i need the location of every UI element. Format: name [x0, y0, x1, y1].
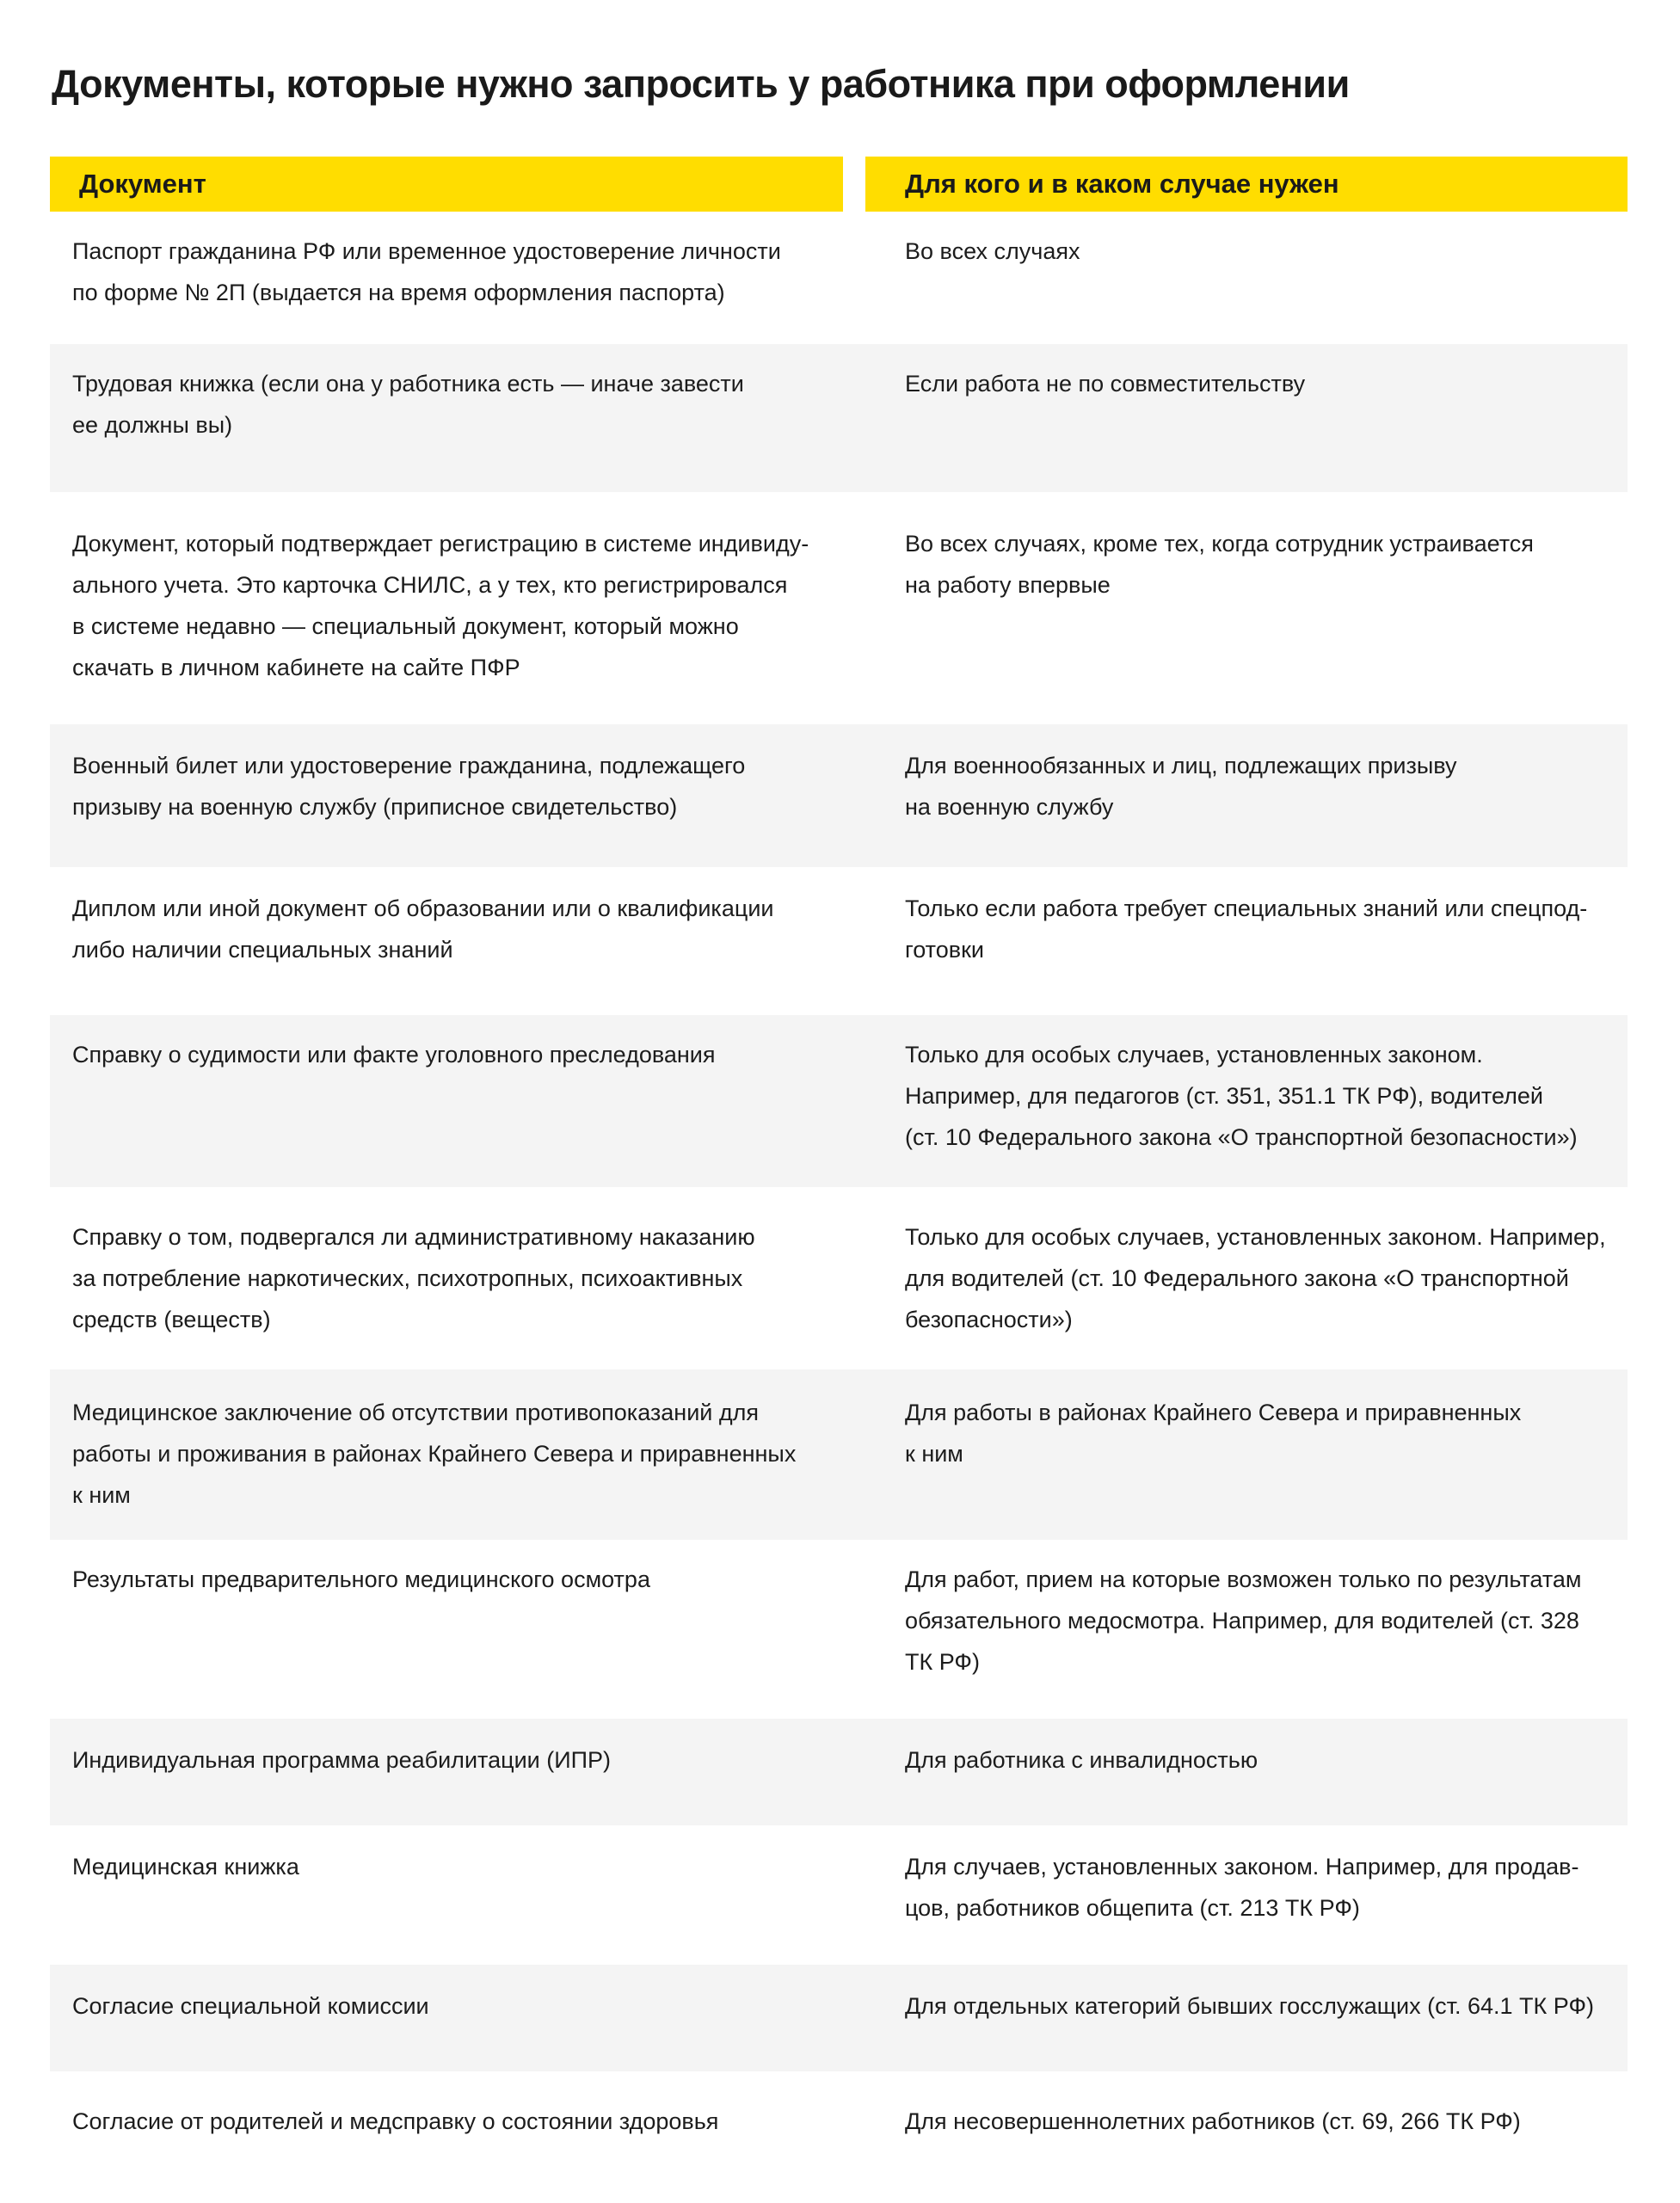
row-who-text: Для отдельных категорий бывших госслужащих (ст. 64.1 ТК РФ) [905, 1993, 1594, 2019]
table-row-medical-book [50, 1825, 1628, 1965]
row-document-text: Паспорт гражданина РФ или временное удостоверение личности по форме № 2П (выдается на время оформления паспорта) [72, 238, 781, 305]
row-document-text: Медицинское заключение об отсутствии противопоказаний для работы и проживания в районах Крайнего Севера и приравненных к ним [72, 1400, 797, 1508]
table-row-rehabilitation [50, 1719, 1628, 1825]
row-who-text: Для военнообязанных и лиц, подлежащих призыву на военную службу [905, 753, 1457, 820]
table-row-criminal-record [50, 1015, 1628, 1187]
row-document-text: Трудовая книжка (если она у работника есть — иначе завести ее должны вы) [72, 371, 744, 438]
row-document-text: Результаты предварительного медицинского осмотра [72, 1566, 650, 1592]
row-document-text: Справку о том, подвергался ли административному наказанию за потребление наркотических, психотропных, психоактивных средств (веществ) [72, 1224, 755, 1332]
row-who-text: Для случаев, установленных законом. Например, для продав- цов, работников общепита (ст. 213 ТК РФ) [905, 1854, 1579, 1921]
row-document-text: Справку о судимости или факте уголовного преследования [72, 1042, 716, 1068]
row-document-text: Согласие от родителей и медсправку о состоянии здоровья [72, 2108, 719, 2134]
column-header-who: Для кого и в каком случае нужен [865, 157, 1628, 212]
row-document-text: Медицинская книжка [72, 1854, 299, 1880]
table-row-work-book [50, 344, 1628, 492]
row-document-text: Согласие специальной комиссии [72, 1993, 429, 2019]
page-title: Документы, которые нужно запросить у работника при оформлении [52, 62, 1350, 106]
row-who-text: Для работ, прием на которые возможен только по результатам обязательного медосмотра. Например, для водителей (ст. 328 ТК РФ) [905, 1566, 1582, 1675]
row-who-text: Если работа не по совместительству [905, 371, 1306, 397]
row-who-text: Только для особых случаев, установленных законом. Например, для водителей (ст. 10 Федерального закона «О транспортной безопасности») [905, 1224, 1606, 1332]
table-row-military-id [50, 724, 1628, 867]
row-document-text: Индивидуальная программа реабилитации (ИПР) [72, 1747, 612, 1773]
row-document-text: Документ, который подтверждает регистрацию в системе индивиду- ального учета. Это карточка СНИЛС, а у тех, кто регистрировался в системе недавно — специальный документ, который можно скачать в личном кабинете на сайте ПФР [72, 531, 809, 680]
column-header-document: Документ [50, 157, 843, 212]
row-who-text: Для работника с инвалидностью [905, 1747, 1258, 1773]
row-document-text: Диплом или иной документ об образовании или о квалификации либо наличии специальных знаний [72, 895, 774, 963]
table-row-snils [50, 492, 1628, 724]
table-row-narcotics [50, 1187, 1628, 1369]
table-row-diploma [50, 867, 1628, 1015]
row-who-text: Для несовершеннолетних работников (ст. 69, 266 ТК РФ) [905, 2108, 1521, 2134]
row-document-text: Военный билет или удостоверение гражданина, подлежащего призыву на военную службу (приписное свидетельство) [72, 753, 746, 820]
table-row-passport [50, 213, 1628, 344]
row-who-text: Для работы в районах Крайнего Севера и приравненных к ним [905, 1400, 1522, 1467]
row-who-text: Во всех случаях, кроме тех, когда сотрудник устраивается на работу впервые [905, 531, 1534, 598]
table-row-medical-exam [50, 1540, 1628, 1719]
row-who-text: Только для особых случаев, установленных законом. Например, для педагогов (ст. 351, 351.1 ТК РФ), водителей (ст. 10 Федерального закона «О транспортной безопасности») [905, 1042, 1578, 1150]
table-row-minors [50, 2071, 1628, 2203]
table-row-far-north [50, 1369, 1628, 1540]
table-row-commission [50, 1965, 1628, 2071]
row-who-text: Во всех случаях [905, 238, 1080, 264]
row-who-text: Только если работа требует специальных знаний или спецпод- готовки [905, 895, 1588, 963]
